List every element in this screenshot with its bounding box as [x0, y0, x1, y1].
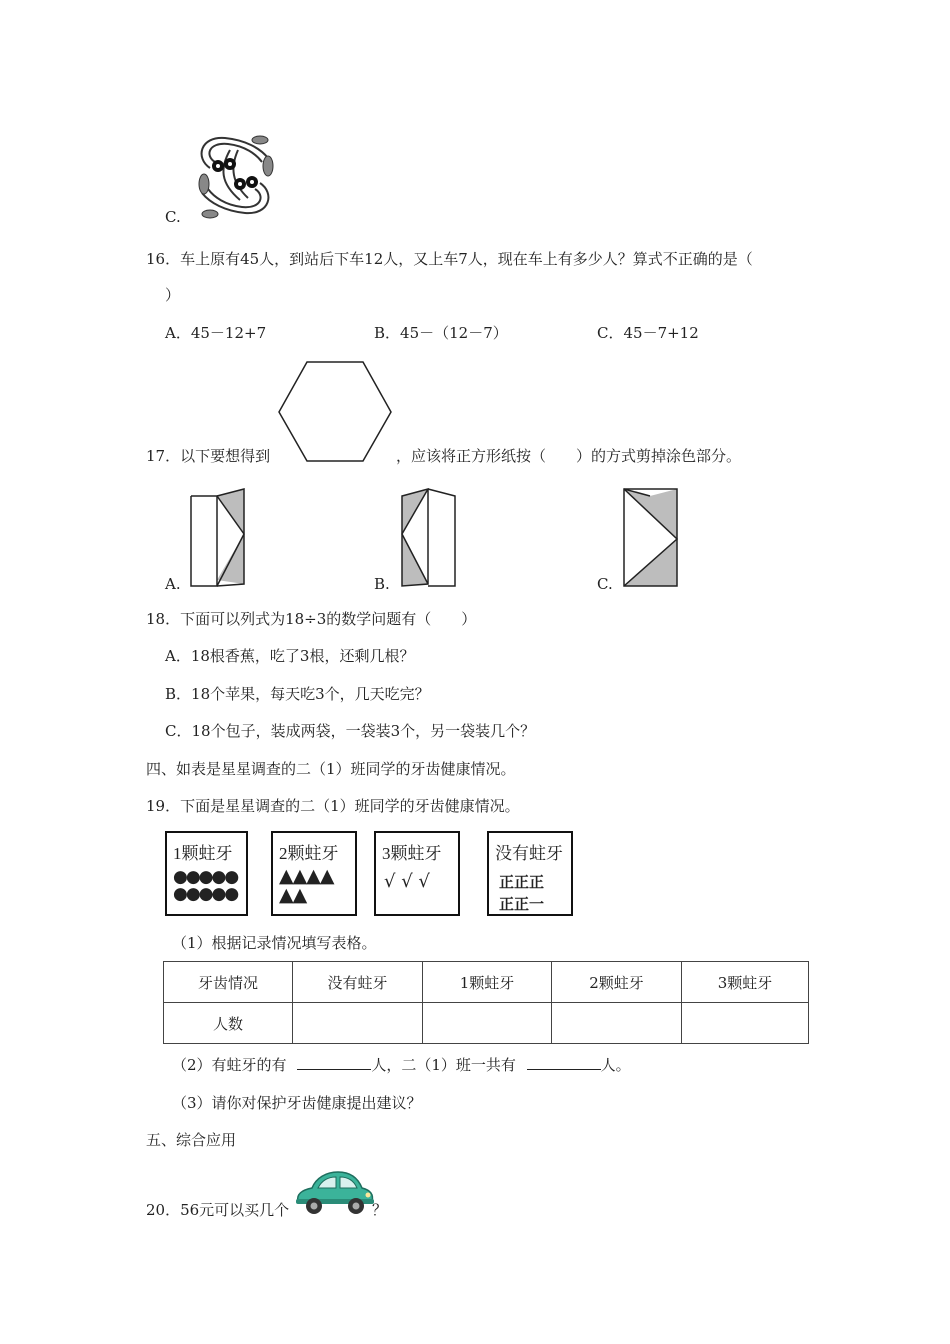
q17-option-a-figure: [188, 484, 250, 590]
q19-part2-text-b: 人，二（1）班一共有: [371, 1056, 516, 1074]
q17-option-a-label: A.: [165, 575, 181, 593]
answer-cell[interactable]: [293, 1003, 423, 1044]
answer-cell[interactable]: [423, 1003, 552, 1044]
record-card-tally-line2: 正正一: [499, 895, 545, 913]
q16-stem-end: ）: [165, 286, 181, 304]
table-header-row: [164, 962, 809, 1003]
q17-stem-part2: ，应该将正方形纸按（ ）的方式剪掉涂色部分。: [396, 447, 742, 465]
record-card-tally-line1: 正正正: [499, 873, 545, 891]
table-header-cell: 2颗蛀牙: [552, 962, 682, 1003]
record-card-triangles: ▲▲▲▲▲▲: [279, 865, 334, 906]
car-icon: [292, 1166, 376, 1218]
record-card-3-cavities: [374, 831, 460, 916]
record-card-title: 3颗蛀牙: [382, 844, 442, 863]
q15-option-c-label: C.: [165, 208, 181, 226]
table-row: [164, 1003, 809, 1044]
q20-stem-a: 20．56元可以买几个: [146, 1201, 290, 1219]
q19-part2: [172, 1055, 631, 1075]
q17-option-c-label: C.: [597, 575, 613, 593]
section5-heading: 五、综合应用: [146, 1131, 237, 1149]
q16-option-b: B．45－（12－7）: [374, 324, 508, 342]
record-card-title: 1颗蛀牙: [173, 844, 233, 863]
record-card-title: 没有蛀牙: [495, 844, 563, 863]
q16-stem: 16．车上原有45人，到站后下车12人，又上车7人，现在车上有多少人？算式不正确的是（: [146, 250, 753, 268]
q19-part2-text-a: （2）有蛀牙的有: [172, 1056, 287, 1074]
answer-cell[interactable]: [682, 1003, 809, 1044]
q16-option-c: C．45－7+12: [597, 324, 699, 342]
q18-option-b: B．18个苹果，每天吃3个，几天吃完？: [165, 685, 430, 703]
table-header-cell: 1颗蛀牙: [423, 962, 552, 1003]
record-card-title: 2颗蛀牙: [279, 844, 339, 863]
q17-stem-part1: 17．以下要想得到: [146, 447, 271, 465]
answer-cell[interactable]: [552, 1003, 682, 1044]
q20-stem-b: ？: [372, 1201, 388, 1219]
answer-blank-class-total[interactable]: [527, 1055, 601, 1070]
q18-option-c: C．18个包子，装成两袋，一袋装3个，另一袋装几个？: [165, 722, 536, 740]
record-card-checks: √ √ √: [384, 871, 430, 892]
q15-option-c-image: [190, 128, 280, 223]
q19-part1: （1）根据记录情况填写表格。: [172, 934, 377, 952]
q17-option-c-figure: [621, 484, 683, 590]
q16-option-a: A．45－12+7: [165, 324, 267, 342]
table-header-cell: 没有蛀牙: [293, 962, 423, 1003]
q19-part2-text-c: 人。: [600, 1056, 631, 1074]
q19-stem: 19．下面是星星调查的二（1）班同学的牙齿健康情况。: [146, 797, 520, 815]
q18-option-a: A．18根香蕉，吃了3根，还剩几根？: [165, 647, 415, 665]
answer-blank-cavity-count[interactable]: [297, 1055, 371, 1070]
section4-heading: 四、如表是星星调查的二（1）班同学的牙齿健康情况。: [146, 760, 516, 778]
record-card-1-cavity: [165, 831, 248, 916]
hexagon-figure: [276, 360, 394, 464]
table-header-cell: 3颗蛀牙: [682, 962, 809, 1003]
record-card-no-cavity: [487, 831, 573, 916]
record-card-dots: ●●●●●●●●●●: [173, 867, 238, 904]
q17-option-b-label: B.: [374, 575, 390, 593]
record-card-2-cavities: [271, 831, 357, 916]
q18-stem: 18．下面可以列式为18÷3的数学问题有（ ）: [146, 610, 477, 628]
teeth-table: [163, 961, 809, 1044]
q17-option-b-figure: [399, 484, 461, 590]
table-row-label: 人数: [164, 1003, 293, 1044]
q19-part3: （3）请你对保护牙齿健康提出建议？: [172, 1094, 422, 1112]
table-header-cell: 牙齿情况: [164, 962, 293, 1003]
